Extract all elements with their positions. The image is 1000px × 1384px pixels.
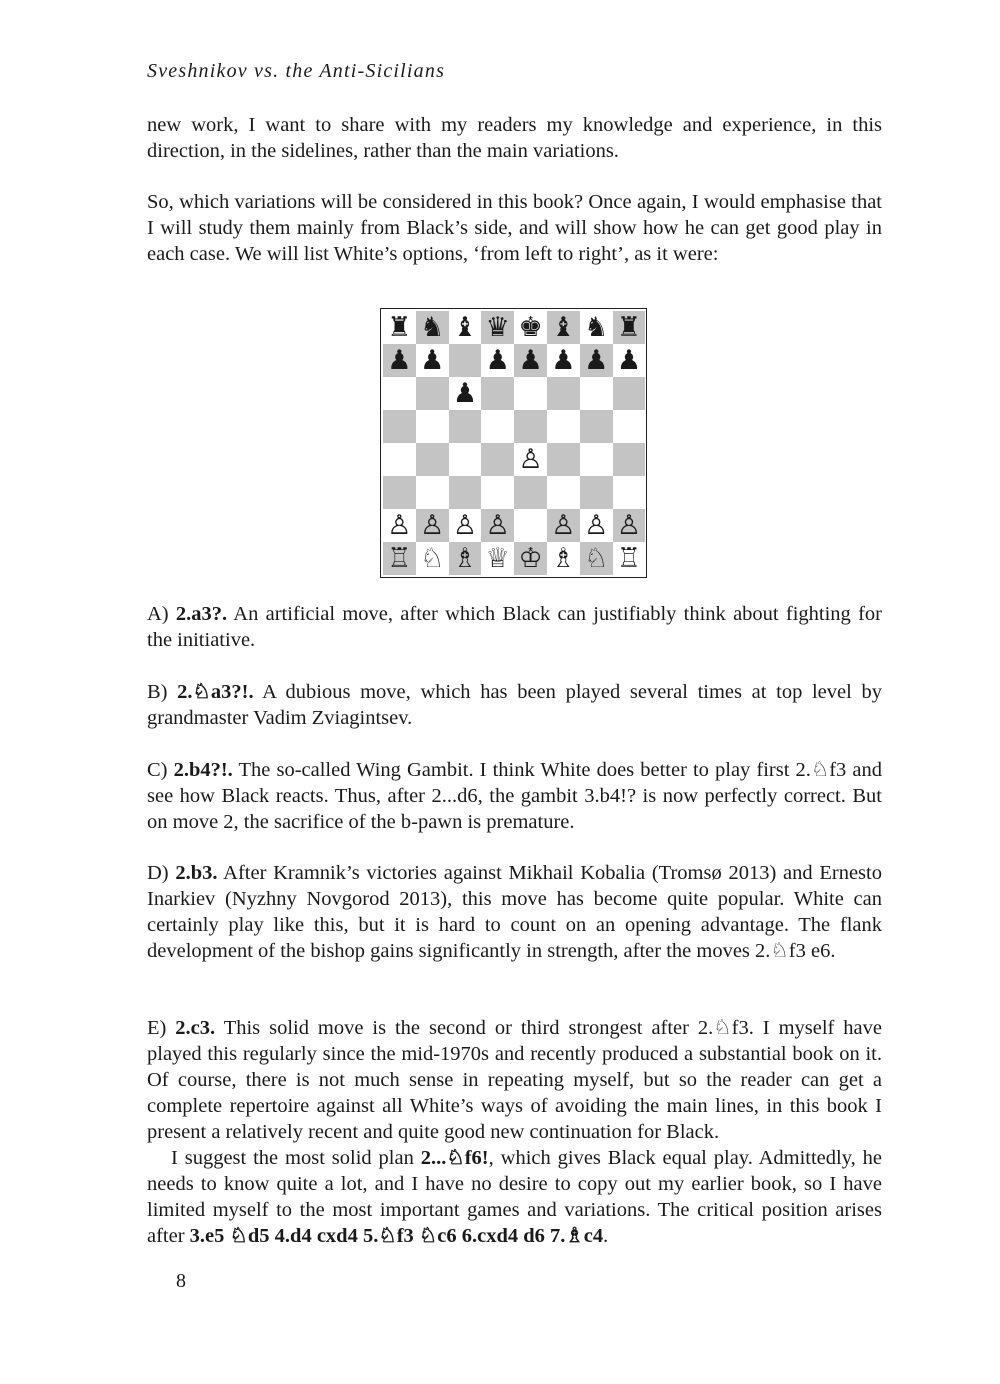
square-g8: ♞ (580, 311, 613, 344)
square-f7: ♟ (547, 344, 580, 377)
square-g6 (580, 377, 613, 410)
option-b-move: 2.♘a3?!. (177, 681, 254, 703)
plan-text-1: I suggest the most solid plan (171, 1147, 421, 1169)
plan-move-1: 2...♘f6! (420, 1147, 489, 1169)
square-f3 (547, 476, 580, 509)
paragraph-option-d (147, 860, 882, 964)
square-c8: ♝ (449, 311, 482, 344)
square-c4 (449, 443, 482, 476)
option-b-text: A dubious move, which has been played several times at top level by grandmaster Vadim Zviagintsev. (147, 681, 882, 729)
square-d2: ♙ (481, 509, 514, 542)
square-b8: ♞ (416, 311, 449, 344)
option-e-text: This solid move is the second or third strongest after 2.♘f3. I myself have played this regularly since the mid-1970s and recently produced a substantial book on it. Of course, there is not much sense in repeating myself, but so the reader can get a complete repertoire against all White’s ways of avoiding the main lines, in this book I present a relatively recent and quite good new continuation for Black. (147, 1017, 882, 1143)
square-g7: ♟ (580, 344, 613, 377)
square-e8: ♚ (514, 311, 547, 344)
square-h2: ♙ (613, 509, 646, 542)
square-b3 (416, 476, 449, 509)
square-d8: ♛ (481, 311, 514, 344)
square-h6 (613, 377, 646, 410)
option-c-move: 2.b4?!. (173, 759, 233, 781)
square-a6 (383, 377, 416, 410)
option-e-move: 2.c3. (175, 1017, 216, 1039)
square-a3 (383, 476, 416, 509)
option-d-text: After Kramnik’s victories against Mikhail Kobalia (Tromsø 2013) and Ernesto Inarkiev (Nyzhny Novgorod 2013), this move has become quite popular. White can certainly play like this, but it is hard to count on an opening advantage. The flank development of the bishop gains significantly in strength, after the moves 2.♘f3 e6. (147, 862, 882, 962)
option-a-text: An artificial move, after which Black can justifiably think about fighting for the initiative. (147, 603, 882, 651)
chess-diagram (380, 308, 647, 578)
square-a7: ♟ (383, 344, 416, 377)
square-b5 (416, 410, 449, 443)
square-c6: ♟ (449, 377, 482, 410)
paragraph-option-e (147, 1015, 882, 1145)
square-c2: ♙ (449, 509, 482, 542)
square-h3 (613, 476, 646, 509)
plan-text-3: . (603, 1225, 609, 1247)
plan-text-2: , which gives Black equal play. Admittedly, he needs to know quite a lot, and I have no desire to copy out my earlier book, so I have limited myself to the most important games and variations. The critical position arises after (147, 1147, 883, 1247)
square-d7: ♟ (481, 344, 514, 377)
paragraph-intro-continued: new work, I want to share with my readers my knowledge and experience, in this direction, in the sidelines, rather than the main variations. (147, 114, 882, 162)
square-c5 (449, 410, 482, 443)
paragraph-option-b (147, 679, 882, 731)
square-e7: ♟ (514, 344, 547, 377)
square-a2: ♙ (383, 509, 416, 542)
square-f4 (547, 443, 580, 476)
square-e5 (514, 410, 547, 443)
square-a4 (383, 443, 416, 476)
square-f6 (547, 377, 580, 410)
square-h7: ♟ (613, 344, 646, 377)
square-h4 (613, 443, 646, 476)
square-d5 (481, 410, 514, 443)
square-g1: ♘ (580, 542, 613, 575)
square-b4 (416, 443, 449, 476)
square-f2: ♙ (547, 509, 580, 542)
square-d4 (481, 443, 514, 476)
square-f1: ♗ (547, 542, 580, 575)
option-a-label: A) (147, 603, 176, 625)
square-b1: ♘ (416, 542, 449, 575)
paragraph-option-a (147, 601, 882, 653)
square-c7 (449, 344, 482, 377)
square-g3 (580, 476, 613, 509)
square-g2: ♙ (580, 509, 613, 542)
square-a5 (383, 410, 416, 443)
square-b7: ♟ (416, 344, 449, 377)
plan-move-2: 3.e5 ♘d5 4.d4 cxd4 5.♘f3 ♘c6 6.cxd4 d6 7.♗c4 (189, 1225, 604, 1247)
square-e6 (514, 377, 547, 410)
paragraph-suggested-plan (147, 1145, 882, 1249)
square-h5 (613, 410, 646, 443)
option-a-move: 2.a3?. (175, 603, 228, 625)
option-d-label: D) (147, 862, 176, 884)
square-h1: ♖ (613, 542, 646, 575)
square-e3 (514, 476, 547, 509)
paragraph-variations-intro: So, which variations will be considered in this book? Once again, I would emphasise that I will study them mainly from Black’s side, and will show how he can get good play in each case. We will list White’s options, ‘from left to right’, as it were: (147, 191, 882, 265)
option-e-label: E) (147, 1017, 176, 1039)
square-g5 (580, 410, 613, 443)
square-f5 (547, 410, 580, 443)
square-b6 (416, 377, 449, 410)
square-e4: ♙ (514, 443, 547, 476)
square-e1: ♔ (514, 542, 547, 575)
square-f8: ♝ (547, 311, 580, 344)
square-e2 (514, 509, 547, 542)
page-number: 8 (176, 1270, 186, 1292)
option-c-label: C) (147, 759, 174, 781)
square-a8: ♜ (383, 311, 416, 344)
running-header: Sveshnikov vs. the Anti-Sicilians (147, 60, 446, 82)
square-a1: ♖ (383, 542, 416, 575)
square-d6 (481, 377, 514, 410)
paragraph-option-c (147, 757, 882, 835)
square-h8: ♜ (613, 311, 646, 344)
square-d1: ♕ (481, 542, 514, 575)
square-c1: ♗ (449, 542, 482, 575)
square-d3 (481, 476, 514, 509)
chess-board-grid (383, 311, 644, 575)
square-g4 (580, 443, 613, 476)
option-c-text: The so-called Wing Gambit. I think White does better to play first 2.♘f3 and see how Black reacts. Thus, after 2...d6, the gambit 3.b4!? is now perfectly correct. But on move 2, the sacrifice of the b-pawn is premature. (147, 759, 882, 833)
option-d-move: 2.b3. (175, 862, 218, 884)
square-c3 (449, 476, 482, 509)
option-b-label: B) (147, 681, 178, 703)
square-b2: ♙ (416, 509, 449, 542)
